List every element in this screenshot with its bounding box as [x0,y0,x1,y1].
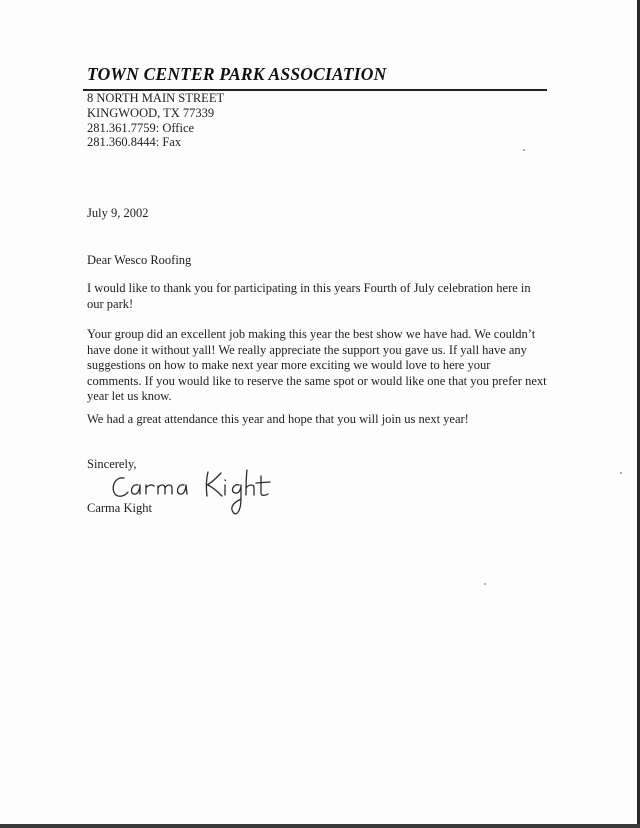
scan-speck [523,149,525,151]
closing: Sincerely, [87,457,137,471]
letter-date: July 9, 2002 [87,206,149,220]
fax-number: 281.360.8444: Fax [87,135,182,149]
scan-speck [484,583,486,585]
paragraph-3: We had a great attendance this year and hope that you will join us next year! [87,412,469,426]
address-line-2: KINGWOOD, TX 77339 [87,106,215,120]
scan-edge-bottom [0,824,640,828]
paragraph-1: I would like to thank you for participating in this years Fourth of July celebration here in our park! [87,281,531,311]
address-line-1: 8 NORTH MAIN STREET [87,91,225,105]
signer-name: Carma Kight [87,501,152,515]
organization-name: TOWN CENTER PARK ASSOCIATION [87,64,387,84]
scan-speck [620,472,622,474]
paragraph-2: Your group did an excellent job making this year the best show we have had. We couldn’t have done it without yall! We really appreciate the support you gave us. If yall have any suggestions on how to make next year more exciting we would love to here your comments. If you would like to reserve the same spot or would like one that you prefer next year let us know. [87,327,547,403]
office-phone: 281.361.7759: Office [87,121,195,135]
salutation: Dear Wesco Roofing [87,253,192,267]
